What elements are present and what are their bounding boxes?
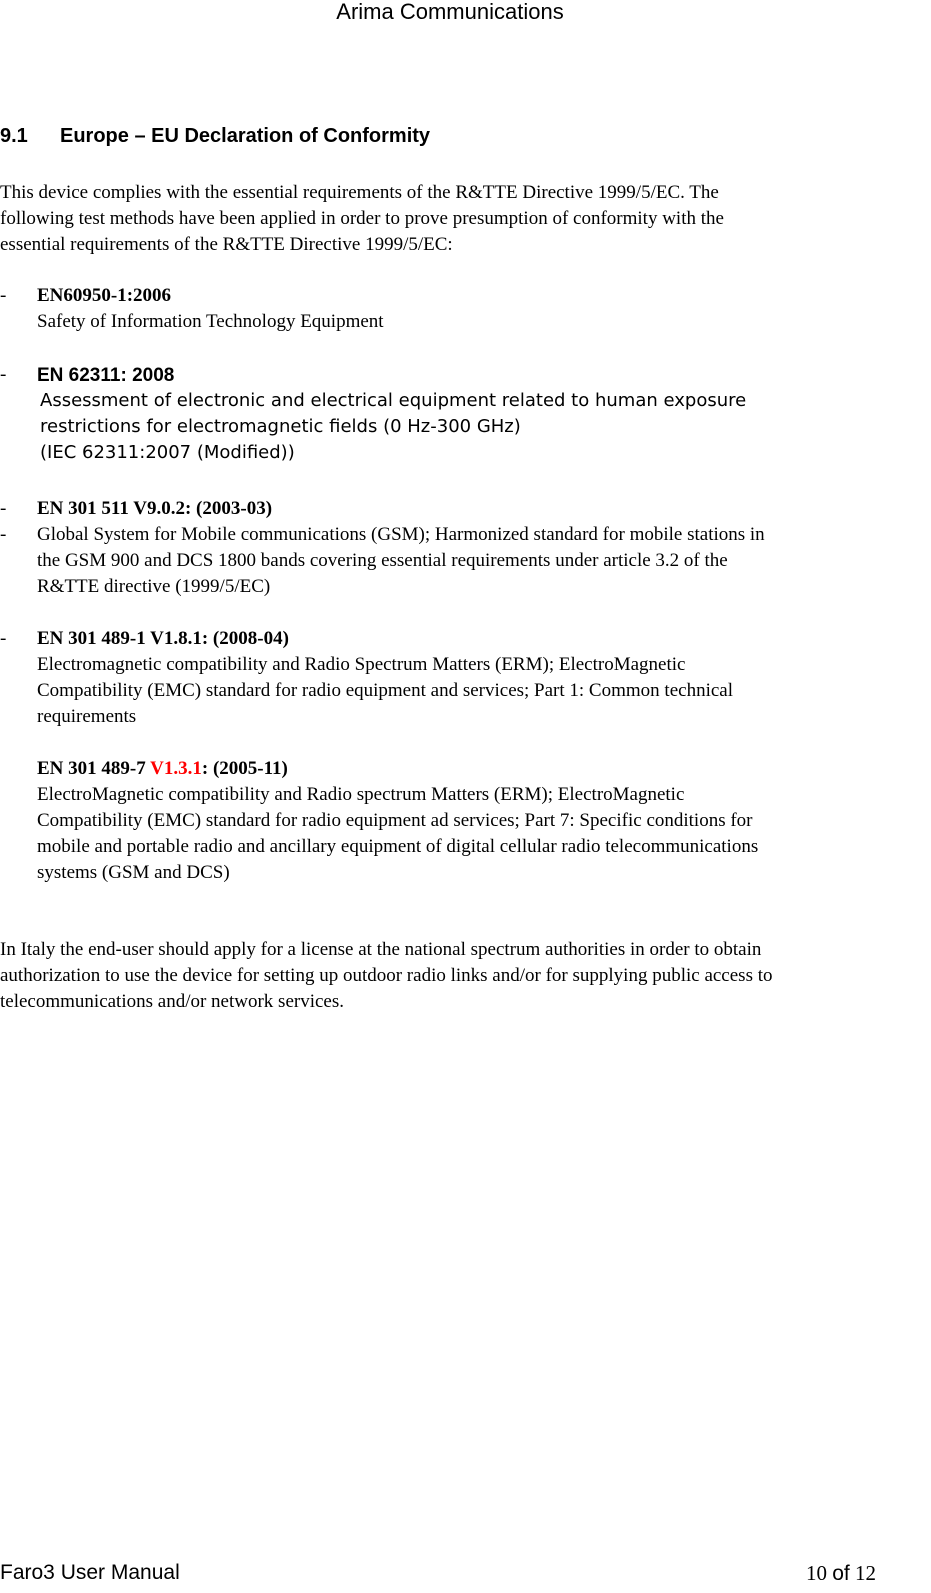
standard-title-prefix: EN 301 489-7 (37, 758, 151, 779)
standard-title: EN 301 489-1 V1.8.1: (2008-04) (37, 628, 289, 649)
italy-note-line: telecommunications and/or network services. (0, 991, 345, 1012)
section-number: 9.1 (0, 125, 28, 147)
standard-description-line: Global System for Mobile communications (GSM); Harmonized standard for mobile stations in (37, 524, 765, 545)
standard-title (37, 756, 758, 782)
standard-title: EN 62311: 2008 (37, 365, 175, 386)
standard-description-line: restrictions for electromagnetic fields (0 Hz-300 GHz) (40, 416, 521, 437)
intro-line: following test methods have been applied in order to prove presumption of conformity with the (0, 208, 724, 229)
bullet-dash: - (0, 498, 7, 519)
standard-description-line: Assessment of electronic and electrical equipment related to human exposure (40, 390, 747, 411)
italy-note-paragraph (0, 937, 773, 1015)
page-total: 12 (855, 1561, 877, 1585)
page-current: 10 (806, 1561, 827, 1585)
italy-note-line: authorization to use the device for setting up outdoor radio links and/or for supplying public access to (0, 965, 773, 986)
standard-description-line: (IEC 62311:2007 (Modified)) (40, 442, 295, 463)
page-of: of (832, 1562, 850, 1585)
italy-note-line: In Italy the end-user should apply for a license at the national spectrum authorities in order to obtain (0, 939, 762, 960)
standard-description-line: requirements (37, 706, 137, 727)
standard-description-line: ElectroMagnetic compatibility and Radio spectrum Matters (ERM); ElectroMagnetic (37, 784, 685, 805)
standard-title: EN60950-1:2006 (37, 285, 172, 306)
standard-en62311-description (40, 388, 746, 466)
standard-en301511-description (37, 522, 765, 600)
standard-description-line: Electromagnetic compatibility and Radio Spectrum Matters (ERM); ElectroMagnetic (37, 654, 686, 675)
footer-page-number (806, 1560, 876, 1587)
intro-line: This device complies with the essential requirements of the R&TTE Directive 1999/5/EC. The (0, 182, 719, 203)
standard-description-line: Compatibility (EMC) standard for radio equipment and services; Part 1: Common technical (37, 680, 733, 701)
section-heading (0, 124, 430, 148)
standard-description-line: Compatibility (EMC) standard for radio equipment ad services; Part 7: Specific conditions for (37, 810, 753, 831)
standard-description: Safety of Information Technology Equipment (37, 311, 384, 332)
bullet-dash: - (0, 628, 7, 649)
intro-line: essential requirements of the R&TTE Directive 1999/5/EC: (0, 234, 453, 255)
page-header-company: Arima Communications (336, 0, 564, 24)
standard-description-line: systems (GSM and DCS) (37, 862, 230, 883)
footer-manual-title: Faro3 User Manual (0, 1561, 180, 1584)
bullet-dash: - (0, 524, 7, 545)
bullet-dash: - (0, 285, 7, 306)
standard-title: EN 301 511 V9.0.2: (2003-03) (37, 498, 273, 519)
standard-description-line: mobile and portable radio and ancillary equipment of digital cellular radio telecommunications (37, 836, 759, 857)
bullet-dash: - (0, 364, 7, 385)
standard-version-highlight: V1.3.1 (150, 758, 202, 779)
intro-paragraph (0, 180, 724, 258)
section-title: Europe – EU Declaration of Conformity (60, 125, 431, 147)
standard-en301489-1 (37, 626, 733, 730)
standard-en301489-7 (37, 756, 758, 886)
standard-en60950 (37, 283, 384, 335)
standard-title-suffix: : (2005-11) (201, 758, 288, 779)
standard-description-line: the GSM 900 and DCS 1800 bands covering essential requirements under article 3.2 of the (37, 550, 728, 571)
standard-description-line: R&TTE directive (1999/5/EC) (37, 576, 271, 597)
